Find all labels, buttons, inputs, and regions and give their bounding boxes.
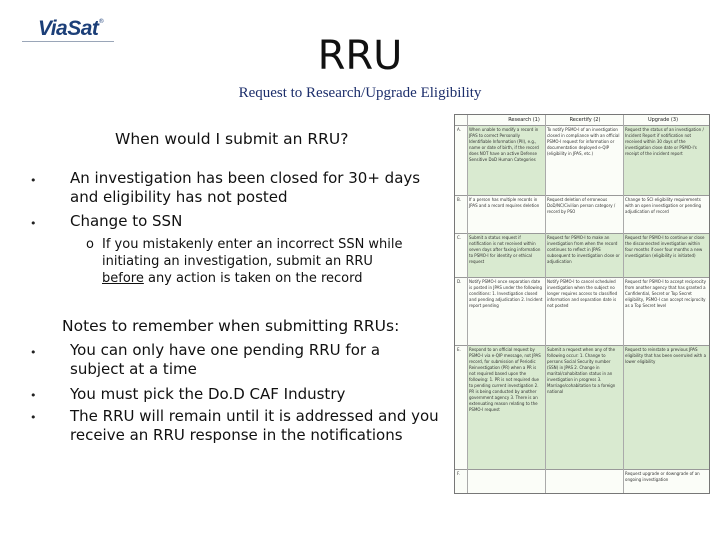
sub-bullet-text-before: If you mistakenly enter an incorrect SSN while initiating an investigation, submit an RRU	[102, 237, 403, 269]
section1-heading: When would I submit an RRU?	[115, 130, 349, 148]
row-letter: F.	[457, 471, 460, 476]
table-cell	[545, 470, 623, 494]
table-cell: Respond to an official request by PSMO-I via e-QIP message, not JPAS record, for submission of Periodic Reinvestigation (PR) when a PR is not required based upon the following: 1. PR is not required due to pending current investigation 2. PR is being conducted by another government agency 3. There is an extenuating reason relating to the PSMO-I request	[467, 346, 545, 470]
table-row	[455, 277, 709, 346]
slide-subtitle: Request to Research/Upgrade Eligibility	[238, 85, 482, 101]
table-row	[455, 345, 709, 470]
table-header-upgrade: Upgrade (3)	[647, 117, 679, 123]
section2-heading: Notes to remember when submitting RRUs:	[62, 317, 400, 335]
table-cell: Notify PSMO-I to cancel scheduled investigation when the subject no longer requires access to classified information and separation date is not posted	[547, 279, 618, 308]
table-cell: When unable to modify a record in JPAS to correct Personally Identifiable Information (PII), e.g., name or date of birth, if the record does NOT have an active Defense Sensitive DoD Human Categories	[467, 126, 545, 196]
logo-trademark: ®	[98, 18, 105, 25]
table-row	[455, 195, 709, 234]
bullet-dot: •	[30, 174, 37, 187]
bullet-dot: •	[30, 346, 37, 359]
table-cell: To notify PSMO-I of an investigation closed in compliance with an official PSMO-I request for information or documentation deployed e-QIP (eligibility in JPAS, etc.)	[547, 127, 620, 156]
table-cell: If a person has multiple records in JPAS and a record requires deletion	[469, 197, 540, 208]
section2-bullet-3: The RRU will remain until it is addressed and you receive an RRU response in the notifications	[70, 407, 439, 444]
section2-bullet-2: You must pick the Do.D CAF Industry	[70, 385, 346, 403]
table-cell	[467, 470, 545, 494]
section2-bullet-1: You can only have one pending RRU for a subject at a time	[70, 341, 381, 378]
logo-text: ViaSat	[38, 17, 99, 40]
table-row	[455, 469, 709, 494]
bullet-dot: •	[30, 217, 37, 230]
table-cell: Request for PSMO-I to continue or close the disconnected investigation within four months if over four months a new investigation (eligibility is initiated)	[623, 234, 709, 278]
table-header-research: Research (1)	[508, 117, 540, 123]
table-cell: Request the status of an investigation / Incident Report if notification not received within 30 days of the investigation close date or PSMO-I's receipt of the incident report	[623, 126, 709, 196]
row-letter: C.	[457, 235, 462, 240]
table-cell: Submit a status request if notification is not received within seven days after faxing information to PSMO-I for identity or ethical request	[467, 234, 545, 278]
table-row	[455, 233, 709, 278]
rru-category-table	[454, 114, 710, 494]
table-divider	[545, 115, 546, 493]
table-cell: Request to reinstate a previous JPAS eligibility that has been overruled with a lower eligibility	[623, 346, 709, 470]
slide-title: RRU	[317, 33, 403, 79]
table-cell: Change to SCI eligibility requirements with an open investigation or pending adjudication of record	[625, 197, 702, 214]
table-cell: Submit a request when any of the following occur: 1. Change to persons Social Security number (SSN) in JPAS 2. Change in marital/cohabitation status in an investigation in progress 3. Marriage/cohabitation to a foreign national	[545, 346, 623, 470]
table-divider	[623, 115, 624, 493]
table-row	[455, 125, 709, 196]
row-letter: B.	[457, 197, 462, 202]
table-cell: Notify PSMO-I once separation date is posted in JPAS under the following conditions: 1. Investigation closed and pending adjudication 2. Incident report pending	[469, 279, 543, 308]
section1-sub-bullet	[102, 236, 412, 287]
bullet-dot: •	[30, 389, 37, 402]
bullet-dot: •	[30, 411, 37, 424]
row-letter: E.	[457, 347, 461, 352]
row-letter: D.	[457, 279, 462, 284]
table-header-recertify: Recertify (2)	[569, 117, 601, 123]
sub-bullet-marker: o	[86, 237, 94, 252]
row-letter: A.	[457, 127, 461, 132]
sub-bullet-underlined: before	[102, 271, 144, 286]
table-cell: Request for PSMO-I to accept reciprocity from another agency that has granted a Confidential, Secret or Top Secret eligibility, PSMO-I can accept reciprocity as a Top Secret level	[625, 279, 706, 308]
sub-bullet-text-after: any action is taken on the record	[143, 271, 363, 286]
table-cell: Request upgrade or downgrade of an ongoing investigation	[625, 471, 700, 482]
table-cell: Request deletion of erroneous DoD/NC/Civilian person category / record by PSO	[547, 197, 616, 214]
table-cell: Request for PSMO-I to make an investigation from when the record continues to reflect in JPAS subsequent to investigation close or adjudication	[545, 234, 623, 278]
section1-bullet-1: An investigation has been closed for 30+ days and eligibility has not posted	[70, 169, 421, 206]
table-divider	[467, 115, 468, 493]
section1-bullet-2: Change to SSN	[70, 212, 183, 230]
